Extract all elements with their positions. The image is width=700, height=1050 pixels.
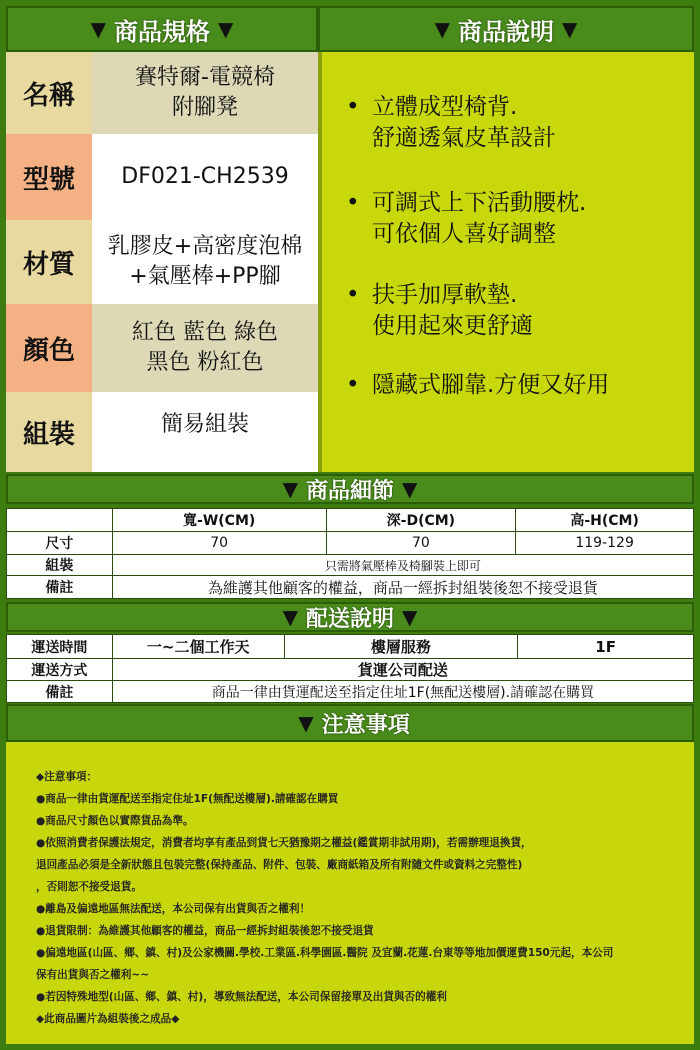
note-line: ●商品一律由貨運配送至指定住址1F(無配送樓層).請確認在購買 (36, 793, 339, 805)
height-value: 119-129 (516, 532, 694, 555)
spec-value: 乳膠皮+高密度泡棉 +氣壓棒+PP腳 (92, 220, 318, 304)
description-header (318, 6, 694, 52)
spec-table (6, 52, 318, 472)
spec-header (6, 6, 318, 52)
spec-label: 名稱 (6, 52, 92, 134)
description-item: • 立體成型椅背. 舒適透氣皮革設計 (346, 94, 556, 152)
details-header-title: 商品細節 (305, 478, 394, 504)
spec-row-material (6, 220, 318, 304)
spec-value: DF021-CH2539 (92, 134, 318, 220)
note-line: ●商品尺寸顏色以實際貨品為準。 (36, 815, 194, 827)
details-header (6, 474, 694, 504)
spec-label: 材質 (6, 220, 92, 304)
bullet-icon: • (346, 372, 360, 398)
details-note-value: 為維護其他顧客的權益，商品一經拆封組裝後恕不接受退貨 (112, 576, 693, 599)
bullet-icon: • (346, 190, 360, 216)
bullet-icon: • (346, 94, 360, 120)
delivery-note-value: 商品一律由貨運配送至指定住址1F(無配送樓層).請確認在購買 (112, 681, 693, 703)
note-line: ，否則恕不接受退貨。 (36, 881, 142, 893)
description-item: • 扶手加厚軟墊. 使用起來更舒適 (346, 282, 533, 340)
notice-header-title: 注意事項 (321, 712, 410, 738)
note-line: ●離島及偏遠地區無法配送，本公司保有出貨與否之權利！ (36, 903, 311, 915)
floor-service-label: 樓層服務 (284, 635, 518, 659)
triangle-down-icon: ▼ (402, 605, 418, 629)
details-table (6, 508, 694, 599)
delivery-time-label: 運送時間 (7, 635, 113, 659)
spec-row-name (6, 52, 318, 134)
depth-value: 70 (326, 532, 516, 555)
details-note-row (7, 576, 694, 599)
triangle-down-icon: ▼ (402, 477, 418, 501)
description-item: • 隱藏式腳靠.方便又好用 (372, 370, 609, 401)
notes-panel (6, 742, 694, 1044)
delivery-method-label: 運送方式 (7, 659, 113, 681)
delivery-method-value: 貨運公司配送 (112, 659, 693, 681)
note-line: ●依照消費者保護法規定，消費者均享有產品到貨七天猶豫期之權益(鑑賞期非試用期)，若需辦理退換貨， (36, 837, 532, 849)
floor-service-value: 1F (518, 635, 694, 659)
description-item: • 可調式上下活動腰枕. 可依個人喜好調整 (346, 190, 587, 248)
spec-value: 簡易組裝 (92, 392, 318, 472)
triangle-down-icon: ▼ (434, 17, 450, 41)
delivery-note-row (7, 681, 694, 703)
note-line: 保有出貨與否之權利~~ (36, 969, 150, 981)
spec-value: 紅色 藍色 綠色 黑色 粉紅色 (92, 304, 318, 392)
delivery-table (6, 634, 694, 703)
triangle-down-icon: ▼ (562, 17, 578, 41)
spec-row-model (6, 134, 318, 220)
description-panel (318, 52, 694, 472)
spec-row-assembly (6, 392, 318, 472)
size-label: 尺寸 (7, 532, 113, 555)
note-line: ◆此商品圖片為組裝後之成品◆ (36, 1013, 180, 1025)
delivery-time-value: 一~二個工作天 (112, 635, 284, 659)
size-row (7, 532, 694, 555)
triangle-down-icon: ▼ (298, 711, 314, 735)
note-line: ●退貨限制：為維護其他顧客的權益，商品一經拆封組裝後恕不接受退貨 (36, 925, 374, 937)
delivery-note-label: 備註 (7, 681, 113, 703)
triangle-down-icon: ▼ (218, 17, 234, 41)
notice-header (6, 704, 694, 742)
depth-header: 深-D(CM) (326, 509, 516, 532)
spec-row-color (6, 304, 318, 392)
assembly-value: 只需將氣壓棒及椅腳裝上即可 (112, 555, 693, 576)
spec-value: 賽特爾-電競椅 附腳凳 (92, 52, 318, 134)
note-line: ●若因特殊地型(山區、鄉、鎮、村)，導致無法配送，本公司保留接單及出貨與否的權利 (36, 991, 447, 1003)
note-line: ◆注意事項： (36, 771, 98, 783)
note-line: ●偏遠地區(山區、鄉、鎮、村)及公家機關.學校.工業區.科學園區.醫院 及宜蘭.花蓮.台東等等地加價運費150元起，本公司 (36, 947, 614, 959)
description-header-title: 商品說明 (458, 17, 554, 46)
height-header: 高-H(CM) (516, 509, 694, 532)
delivery-header (6, 602, 694, 632)
spec-label: 組裝 (6, 392, 92, 472)
triangle-down-icon: ▼ (282, 477, 298, 501)
assembly-label: 組裝 (7, 555, 113, 576)
spec-header-title: 商品規格 (114, 17, 210, 46)
details-note-label: 備註 (7, 576, 113, 599)
delivery-time-row (7, 635, 694, 659)
note-line: 退回產品必須是全新狀態且包裝完整(保持產品、附件、包裝、廠商紙箱及所有附隨文件或資料之完整性) (36, 859, 523, 871)
empty-cell (7, 509, 113, 532)
spec-label: 顏色 (6, 304, 92, 392)
triangle-down-icon: ▼ (282, 605, 298, 629)
triangle-down-icon: ▼ (90, 17, 106, 41)
width-header: 寬-W(CM) (112, 509, 326, 532)
details-header-row (7, 509, 694, 532)
delivery-header-title: 配送說明 (305, 606, 394, 632)
spec-label: 型號 (6, 134, 92, 220)
bullet-icon: • (346, 282, 360, 308)
width-value: 70 (112, 532, 326, 555)
delivery-method-row (7, 659, 694, 681)
assembly-row (7, 555, 694, 576)
